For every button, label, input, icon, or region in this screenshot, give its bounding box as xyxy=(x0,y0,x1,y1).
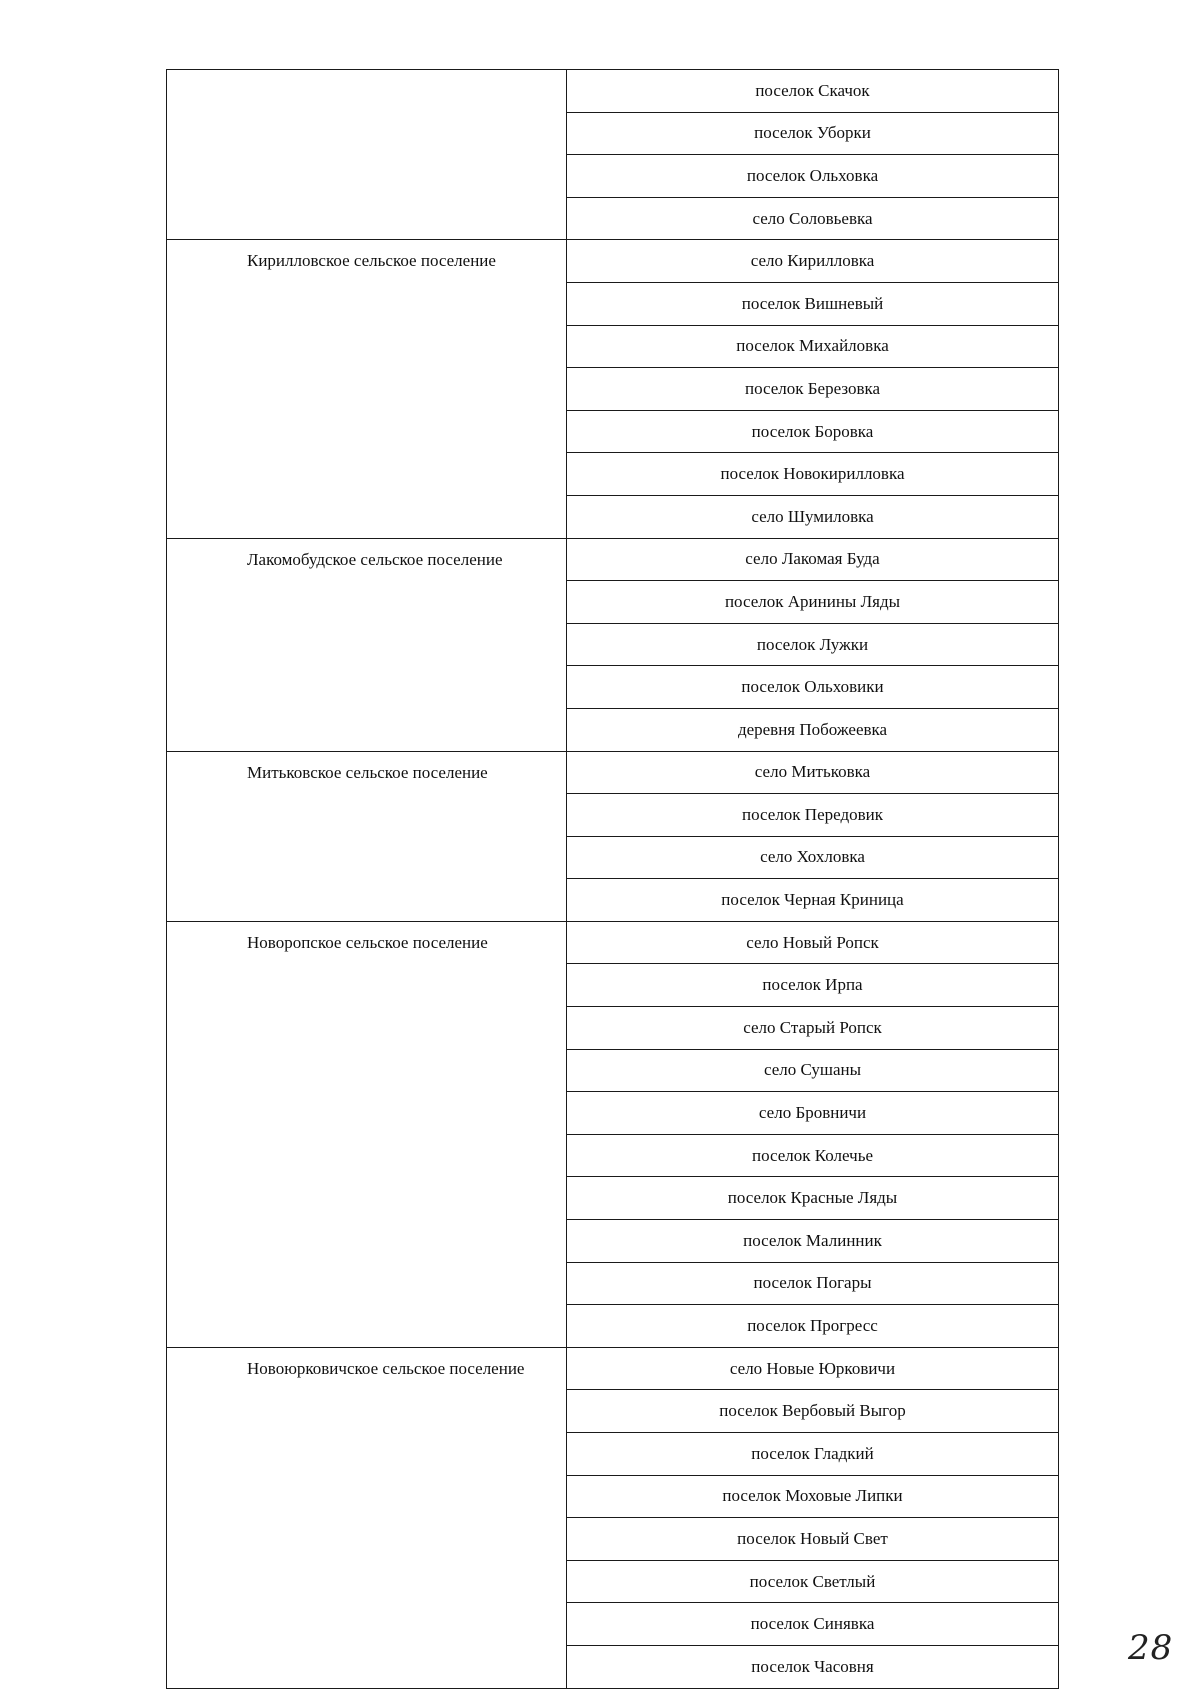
locality-cell: поселок Аринины Ляды xyxy=(567,581,1059,624)
table-row xyxy=(167,1347,1059,1390)
settlement-name-cell: Митьковское сельское поселение xyxy=(167,751,567,921)
locality-cell: поселок Ольховка xyxy=(567,155,1059,198)
locality-cell: поселок Вишневый xyxy=(567,282,1059,325)
settlement-name-cell: Лакомобудское сельское поселение xyxy=(167,538,567,751)
locality-cell: поселок Светлый xyxy=(567,1560,1059,1603)
locality-cell: поселок Уборки xyxy=(567,112,1059,155)
locality-cell: деревня Побожеевка xyxy=(567,708,1059,751)
page-number: 28 xyxy=(1128,1628,1174,1668)
locality-cell: поселок Лужки xyxy=(567,623,1059,666)
settlement-name-cell: Кирилловское сельское поселение xyxy=(167,240,567,538)
locality-cell: поселок Черная Криница xyxy=(567,879,1059,922)
locality-cell: поселок Ирпа xyxy=(567,964,1059,1007)
locality-cell: поселок Красные Ляды xyxy=(567,1177,1059,1220)
locality-cell: поселок Прогресс xyxy=(567,1305,1059,1348)
table-row xyxy=(167,538,1059,581)
locality-cell: село Соловьевка xyxy=(567,197,1059,240)
settlement-name-cell: Новоропское сельское поселение xyxy=(167,921,567,1347)
locality-cell: поселок Ольховики xyxy=(567,666,1059,709)
locality-cell: село Новый Ропск xyxy=(567,921,1059,964)
locality-cell: поселок Новокирилловка xyxy=(567,453,1059,496)
locality-cell: село Сушаны xyxy=(567,1049,1059,1092)
settlement-name-cell xyxy=(167,70,567,240)
locality-cell: поселок Моховые Липки xyxy=(567,1475,1059,1518)
locality-cell: село Кирилловка xyxy=(567,240,1059,283)
locality-cell: село Митьковка xyxy=(567,751,1059,794)
settlement-name-cell: Новоюрковичское сельское поселение xyxy=(167,1347,567,1688)
locality-cell: село Хохловка xyxy=(567,836,1059,879)
table-row xyxy=(167,921,1059,964)
table-row xyxy=(167,751,1059,794)
table-row xyxy=(167,70,1059,113)
locality-cell: поселок Скачок xyxy=(567,70,1059,113)
locality-cell: поселок Синявка xyxy=(567,1603,1059,1646)
locality-cell: поселок Часовня xyxy=(567,1645,1059,1688)
locality-cell: село Бровничи xyxy=(567,1092,1059,1135)
table-row xyxy=(167,240,1059,283)
locality-cell: село Лакомая Буда xyxy=(567,538,1059,581)
locality-cell: село Новые Юрковичи xyxy=(567,1347,1059,1390)
locality-cell: поселок Новый Свет xyxy=(567,1518,1059,1561)
settlements-table xyxy=(166,69,1059,1689)
locality-cell: поселок Малинник xyxy=(567,1220,1059,1263)
locality-cell: село Шумиловка xyxy=(567,495,1059,538)
locality-cell: село Старый Ропск xyxy=(567,1007,1059,1050)
locality-cell: поселок Колечье xyxy=(567,1134,1059,1177)
locality-cell: поселок Боровка xyxy=(567,410,1059,453)
locality-cell: поселок Михайловка xyxy=(567,325,1059,368)
locality-cell: поселок Березовка xyxy=(567,368,1059,411)
locality-cell: поселок Погары xyxy=(567,1262,1059,1305)
locality-cell: поселок Гладкий xyxy=(567,1433,1059,1476)
locality-cell: поселок Вербовый Выгор xyxy=(567,1390,1059,1433)
locality-cell: поселок Передовик xyxy=(567,794,1059,837)
settlements-table-body xyxy=(167,70,1059,1689)
